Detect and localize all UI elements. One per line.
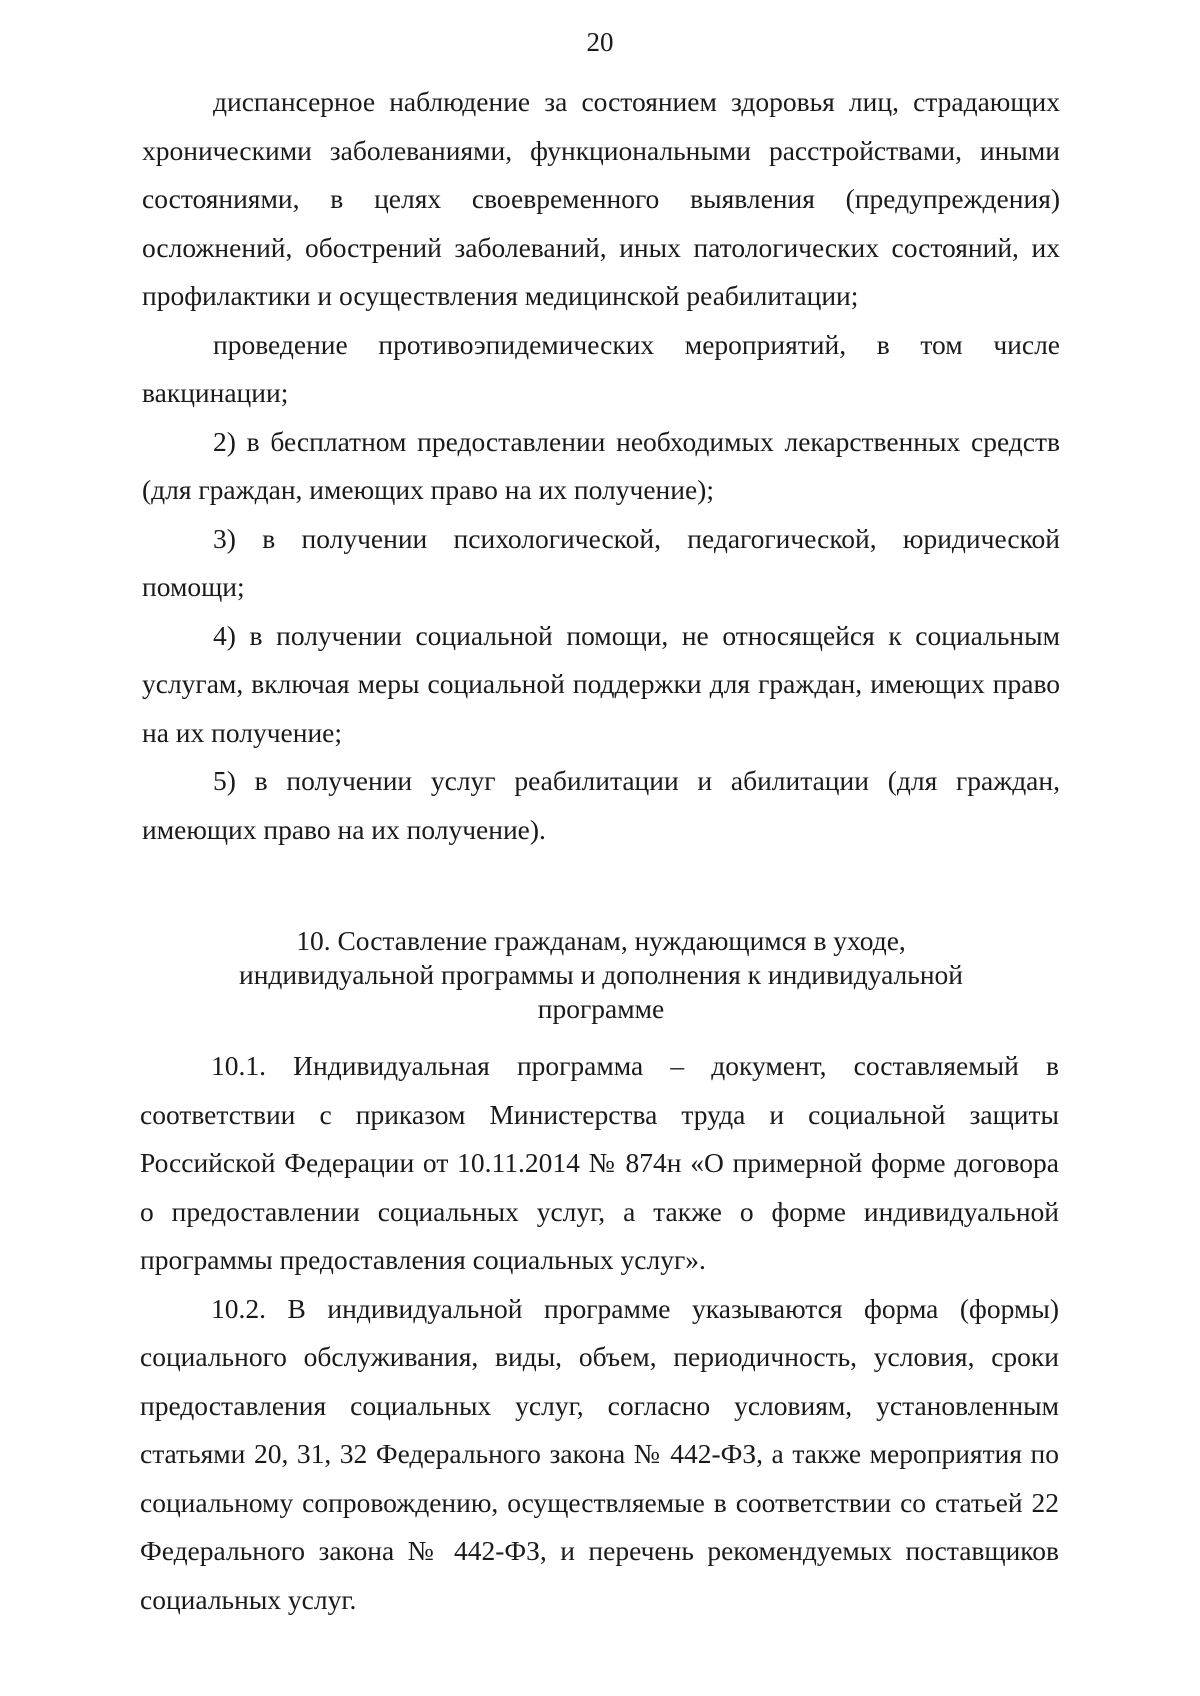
paragraph-item-5: 5) в получении услуг реабилитации и абилитации (для граждан, имеющих право на их получение). [142, 765, 1060, 845]
paragraph-10-2: 10.2. В индивидуальной программе указываются форма (формы) социального обслуживания, виды, объем, периодичность, условия, сроки предоставления социальных услуг, согласно условиям, установленным статьями 20, 31, 32 Федерального закона № 442-ФЗ, а также мероприятия по социальному сопровождению, осуществляемые в соответствии со статьей 22 Федерального закона № 442-ФЗ, и перечень рекомендуемых поставщиков социальных услуг. [140, 1292, 1059, 1615]
section-heading [142, 924, 1060, 1026]
page-number: 20 [586, 27, 614, 57]
paragraph-item-4: 4) в получении социальной помощи, не относящейся к социальным услугам, включая меры социальной поддержки для граждан, имеющих право на их получение; [142, 619, 1060, 748]
paragraph-10-1: 10.1. Индивидуальная программа – документ, составляемый в соответствии с приказом Министерства труда и социальной защиты Российской Федерации от 10.11.2014 № 874н «О примерной форме договора о предоставлении социальных услуг, а также о форме индивидуальной программы предоставления социальных услуг». [140, 1050, 1059, 1275]
section-heading-line-3: программе [537, 993, 665, 1024]
paragraph-dispensary-observation: диспансерное наблюдение за состоянием здоровья лиц, страдающих хроническими заболеваниями, функциональными расстройствами, иными состояниями, в целях своевременного выявления (предупреждения) осложнений, обострений заболеваний, иных патологических состояний, их профилактики и осуществления медицинской реабилитации; [142, 86, 1060, 311]
paragraph-antiepidemic-measures: проведение противоэпидемических мероприятий, в том числе вакцинации; [142, 328, 1060, 408]
bottom-text-block [140, 1042, 1059, 1624]
paragraph-item-2: 2) в бесплатном предоставлении необходимых лекарственных средств (для граждан, имеющих право на их получение); [142, 425, 1060, 505]
section-heading-line-2: индивидуальной программы и дополнения к индивидуальной [239, 959, 963, 990]
paragraph-item-3: 3) в получении психологической, педагогической, юридической помощи; [142, 522, 1060, 602]
top-text-block [142, 78, 1060, 854]
section-heading-line-1: 10. Составление гражданам, нуждающимся в уходе, [296, 925, 906, 956]
